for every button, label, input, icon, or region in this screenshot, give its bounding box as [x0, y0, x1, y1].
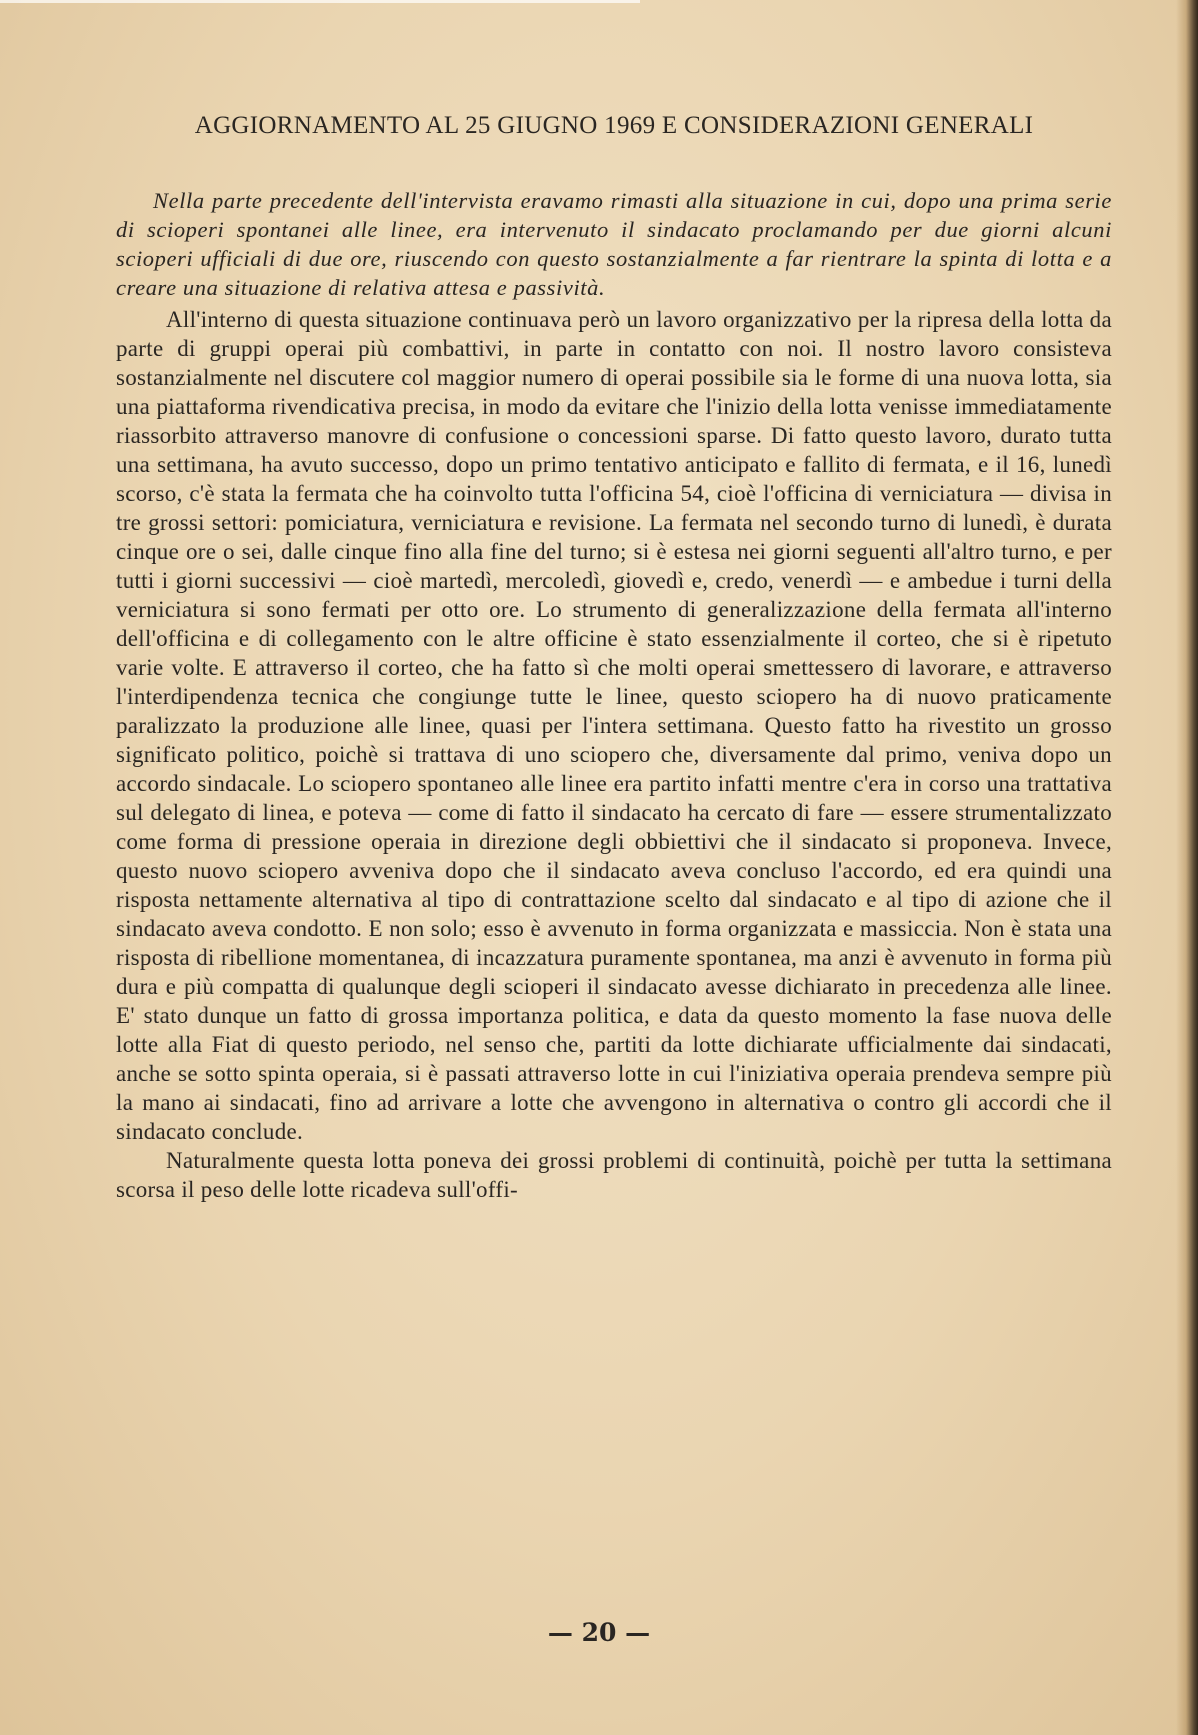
binding-shadow	[1176, 0, 1198, 1735]
section-heading: AGGIORNAMENTO AL 25 GIUGNO 1969 E CONSIDERAZIONI GENERALI	[194, 112, 1034, 139]
intro-paragraph: Nella parte precedente dell'intervista eravamo rimasti alla situazione in cui, dopo una prima serie di scioperi spontanei alle linee, era intervenuto il sindacato proclamando per due giorni alcuni scioperi ufficiali di due ore, riuscendo con questo sostanzialmente a far rientrare la spinta di lotta e a creare una situazione di relativa attesa e passività.	[116, 188, 1112, 300]
page-body	[116, 112, 1112, 1204]
page-number: — 20 —	[547, 1618, 651, 1647]
paper-top-edge	[0, 0, 640, 3]
body-paragraph-1: All'interno di questa situazione continuava però un lavoro organizzativo per la ripresa della lotta da parte di gruppi operai più combattivi, in parte in contatto con noi. Il nostro lavoro consisteva sostanzialmente nel discutere col maggior numero di operai possibile sia le forme di una nuova lotta, sia una piattaforma rivendicativa precisa, in modo da evitare che l'inizio della lotta venisse immediatamente riassorbito attraverso manovre di confusione o concessioni sparse. Di fatto questo lavoro, durato tutta una settimana, ha avuto successo, dopo un primo tentativo anticipato e fallito di fermata, e il 16, lunedì scorso, c'è stata la fermata che ha coinvolto tutta l'officina 54, cioè l'officina di verniciatura — divisa in tre grossi settori: pomiciatura, verniciatura e revisione. La fermata nel secondo turno di lunedì, è durata cinque ore o sei, dalle cinque fino alla fine del turno; si è estesa nei giorni seguenti all'altro turno, e per tutti i giorni successivi — cioè martedì, mercoledì, giovedì e, credo, venerdì — e ambedue i turni della verniciatura si sono fermati per otto ore. Lo strumento di generalizzazione della fermata all'interno dell'officina e di collegamento con le altre officine è stato essenzialmente il corteo, che si è ripetuto varie volte. E attraverso il corteo, che ha fatto sì che molti operai smettessero di lavorare, e attraverso l'interdipendenza tecnica che congiunge tutte le linee, questo sciopero ha di nuovo praticamente paralizzato la produzione alle linee, quasi per l'intera settimana. Questo fatto ha rivestito un grosso significato politico, poichè si trattava di uno sciopero che, diversamente dal primo, veniva dopo un accordo sindacale. Lo sciopero spontaneo alle linee era partito infatti mentre c'era in corso una trattativa sul delegato di linea, e poteva — come di fatto il sindacato ha cercato di fare — essere strumentalizzato come forma di pressione operaia in direzione degli obbiettivi che il sindacato si proponeva. Invece, questo nuovo sciopero avveniva dopo che il sindacato aveva concluso l'accordo, ed era quindi una risposta nettamente alternativa al tipo di contrattazione scelto dal sindacato e al tipo di azione che il sindacato aveva condotto. E non solo; esso è avvenuto in forma organizzata e massiccia. Non è stata una risposta di ribellione momentanea, di incazzatura puramente spontanea, ma anzi è avvenuto in forma più dura e più compatta di qualunque degli scioperi il sindacato avesse dichiarato in precedenza alle linee. E' stato dunque un fatto di grossa importanza politica, e data da questo momento la fase nuova delle lotte alla Fiat di questo periodo, nel senso che, partiti da lotte dichiarate ufficialmente dai sindacati, anche se sotto spinta operaia, si è passati attraverso lotte in cui l'iniziativa operaia prendeva sempre più la mano ai sindacati, fino ad arrivare a lotte che avvengono in alternativa o contro gli accordi che il sindacato conclude.	[116, 307, 1112, 1144]
body-paragraph-2: Naturalmente questa lotta poneva dei grossi problemi di continuità, poichè per tutta la settimana scorsa il peso delle lotte ricadeva sull'offi-	[116, 1148, 1112, 1202]
